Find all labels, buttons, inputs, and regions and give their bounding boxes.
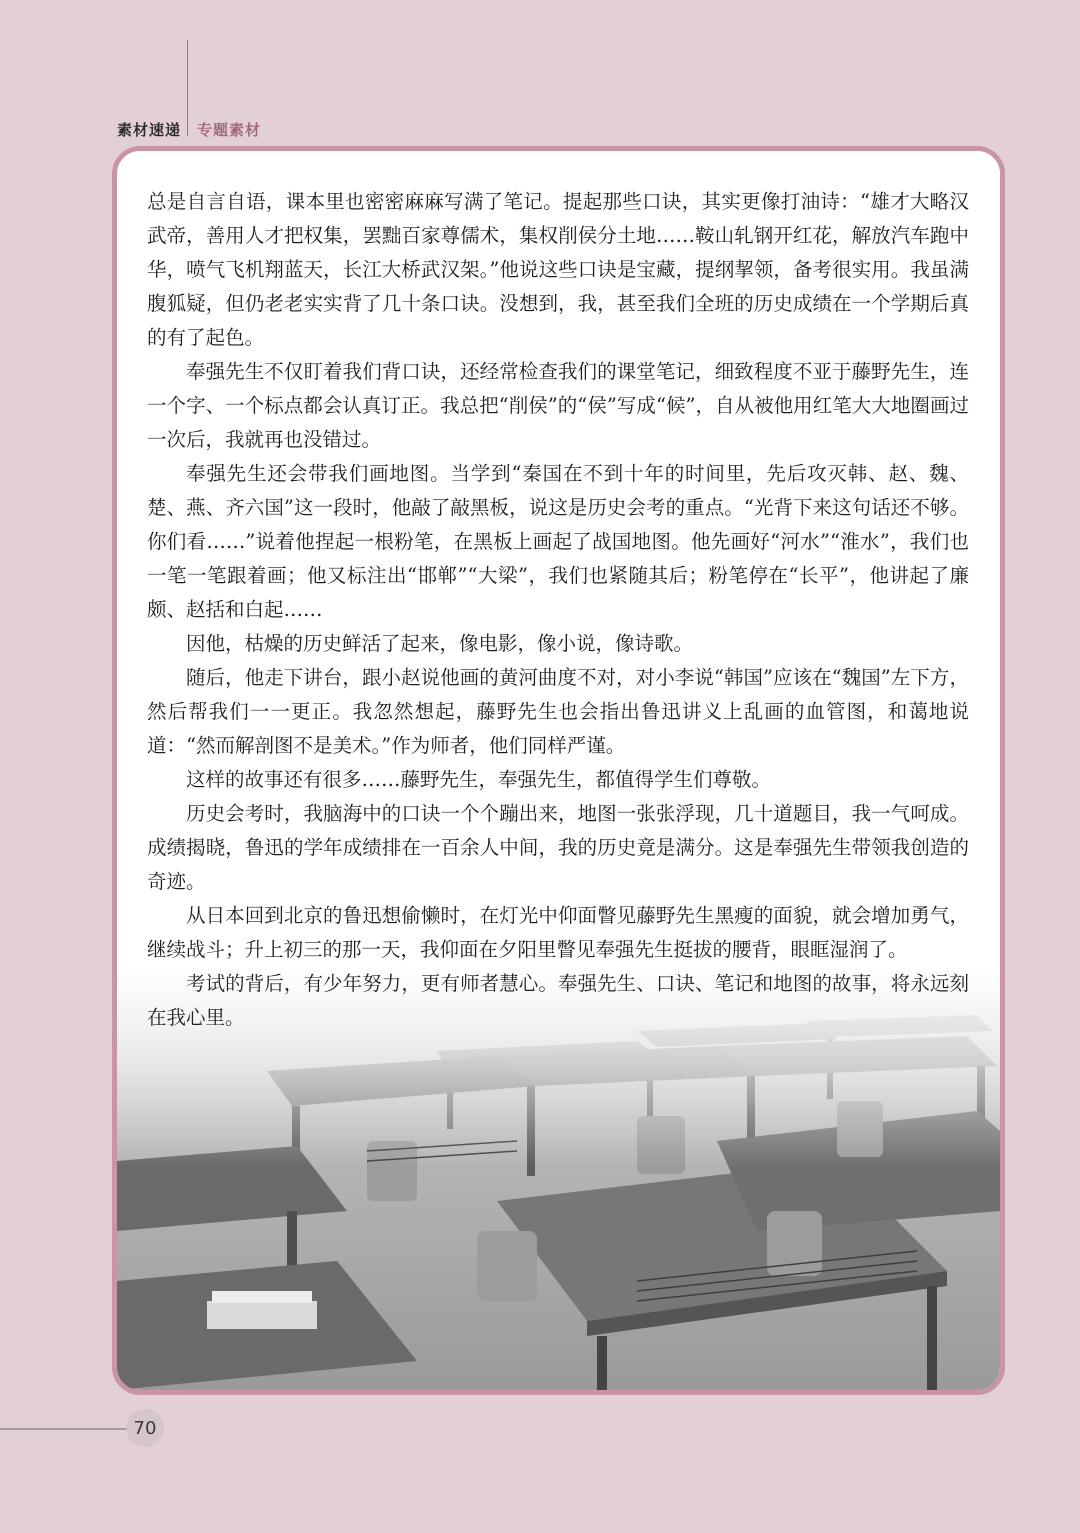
paragraph: 考试的背后，有少年努力，更有师者慧心。奉强先生、口诀、笔记和地图的故事，将永远刻在我心里。 — [147, 972, 969, 1029]
paragraph: 因他，枯燥的历史鲜活了起来，像电影，像小说，像诗歌。 — [186, 632, 694, 655]
paragraph: 随后，他走下讲台，跟小赵说他画的黄河曲度不对，对小李说“韩国”应该在“魏国”左下方，然后帮我们一一更正。我忽然想起，藤野先生也会指出鲁迅讲义上乱画的血管图，和蔼地说道：“然而解剖图不是美术。”作为师者，他们同样严谨。 — [147, 666, 969, 757]
header-divider — [187, 40, 188, 136]
paragraph: 总是自言自语，课本里也密密麻麻写满了笔记。提起那些口诀，其实更像打油诗：“雄才大略汉武帝，善用人才把权集，罢黜百家尊儒术，集权削侯分土地……鞍山轧钢开红花，解放汽车跑中华，喷气飞机翔蓝天，长江大桥武汉架。”他说这些口诀是宝藏，提纲挈领，备考很实用。我虽满腹狐疑，但仍老老实实背了几十条口诀。没想到，我，甚至我们全班的历史成绩在一个学期后真的有了起色。 — [147, 190, 969, 349]
paragraph: 奉强先生不仅盯着我们背口诀，还经常检查我们的课堂笔记，细致程度不亚于藤野先生，连一个字、一个标点都会认真订正。我总把“削侯”的“侯”写成“候”，自从被他用红笔大大地圈画过一次后，我就再也没错过。 — [147, 360, 969, 451]
paragraph: 这样的故事还有很多……藤野先生，奉强先生，都值得学生们尊敬。 — [186, 768, 772, 791]
article-panel — [112, 146, 1005, 1395]
article-text — [147, 185, 969, 1035]
paragraph: 奉强先生还会带我们画地图。当学到“秦国在不到十年的时间里，先后攻灭韩、赵、魏、楚、燕、齐六国”这一段时，他敲了敲黑板，说这是历史会考的重点。“光背下来这句话还不够。你们看……”说着他捏起一根粉笔，在黑板上画起了战国地图。他先画好“河水”“淮水”，我们也一笔一笔跟着画；他又标注出“邯郸”“大梁”，我们也紧随其后；粉笔停在“长平”，他讲起了廉颇、赵括和白起…… — [147, 462, 969, 621]
page-number: 70 — [126, 1409, 164, 1447]
section-title: 素材速递 — [117, 121, 182, 139]
paragraph: 从日本回到北京的鲁迅想偷懒时，在灯光中仰面瞥见藤野先生黑瘦的面貌，就会增加勇气，继续战斗；升上初三的那一天，我仰面在夕阳里瞥见奉强先生挺拔的腰背，眼眶湿润了。 — [147, 904, 969, 961]
footer-rule — [0, 1428, 128, 1430]
paragraph: 历史会考时，我脑海中的口诀一个个蹦出来，地图一张张浮现，几十道题目，我一气呵成。成绩揭晓，鲁迅的学年成绩排在一百余人中间，我的历史竟是满分。这是奉强先生带领我创造的奇迹。 — [147, 802, 969, 893]
subsection-title: 专题素材 — [197, 121, 262, 139]
